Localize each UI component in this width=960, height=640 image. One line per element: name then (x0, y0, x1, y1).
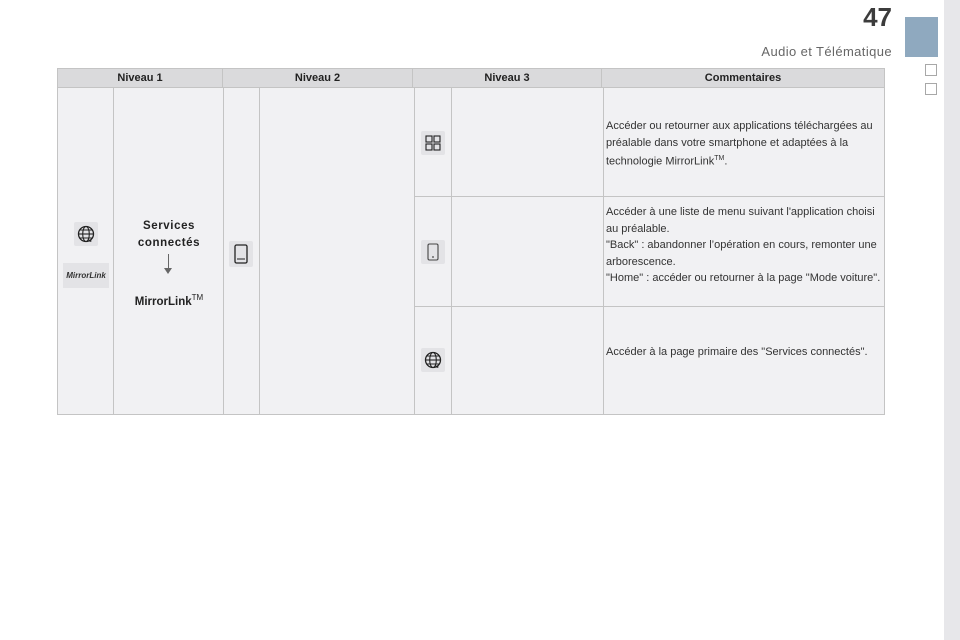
section-title: Audio et Télématique (761, 44, 892, 59)
chapter-marker-2 (925, 83, 937, 95)
comment-row-1: Accéder ou retourner aux applications téléchargées au préalable dans votre smartphone et adaptées à la technologie MirrorLink™. (606, 120, 873, 168)
arrow-head (164, 268, 172, 274)
phone-menu-icon[interactable] (421, 240, 445, 264)
page-number: 47 (863, 2, 892, 32)
mirrorlink-label: MirrorLink™ (134, 293, 204, 308)
row-divider (414, 306, 884, 307)
globe-icon[interactable] (421, 348, 445, 372)
comment-row-3: Accéder à la page primaire des "Services connectés". (606, 346, 868, 358)
header-niveau-2: Niveau 2 (223, 69, 413, 87)
globe-icon[interactable] (74, 222, 98, 246)
row-divider (414, 196, 884, 197)
side-band (944, 0, 960, 640)
header-niveau-3: Niveau 3 (413, 69, 602, 87)
smartphone-icon[interactable] (229, 241, 253, 267)
chapter-tab[interactable] (905, 17, 938, 57)
header-commentaires: Commentaires (704, 72, 782, 84)
menu-table (57, 88, 885, 415)
header-niveau-1: Niveau 1 (58, 69, 223, 87)
comment-row-2: Accéder à une liste de menu suivant l'application choisi au préalable. "Back" : abandonner l’opération en cours, remonter une arborescence. "Home" : accéder ou retourner à la page "Mode voiture". (606, 206, 881, 284)
chapter-marker-1 (925, 64, 937, 76)
apps-grid-icon[interactable] (421, 131, 445, 155)
services-connectes-label: Services connectés (137, 220, 201, 249)
mirrorlink-logo (63, 263, 109, 288)
column-divider (259, 88, 260, 414)
mirrorlink-logo-text: MirrorLink (66, 271, 106, 280)
column-divider (414, 88, 415, 414)
table-header-row (57, 68, 885, 88)
column-divider (603, 88, 604, 414)
column-divider (451, 88, 452, 414)
